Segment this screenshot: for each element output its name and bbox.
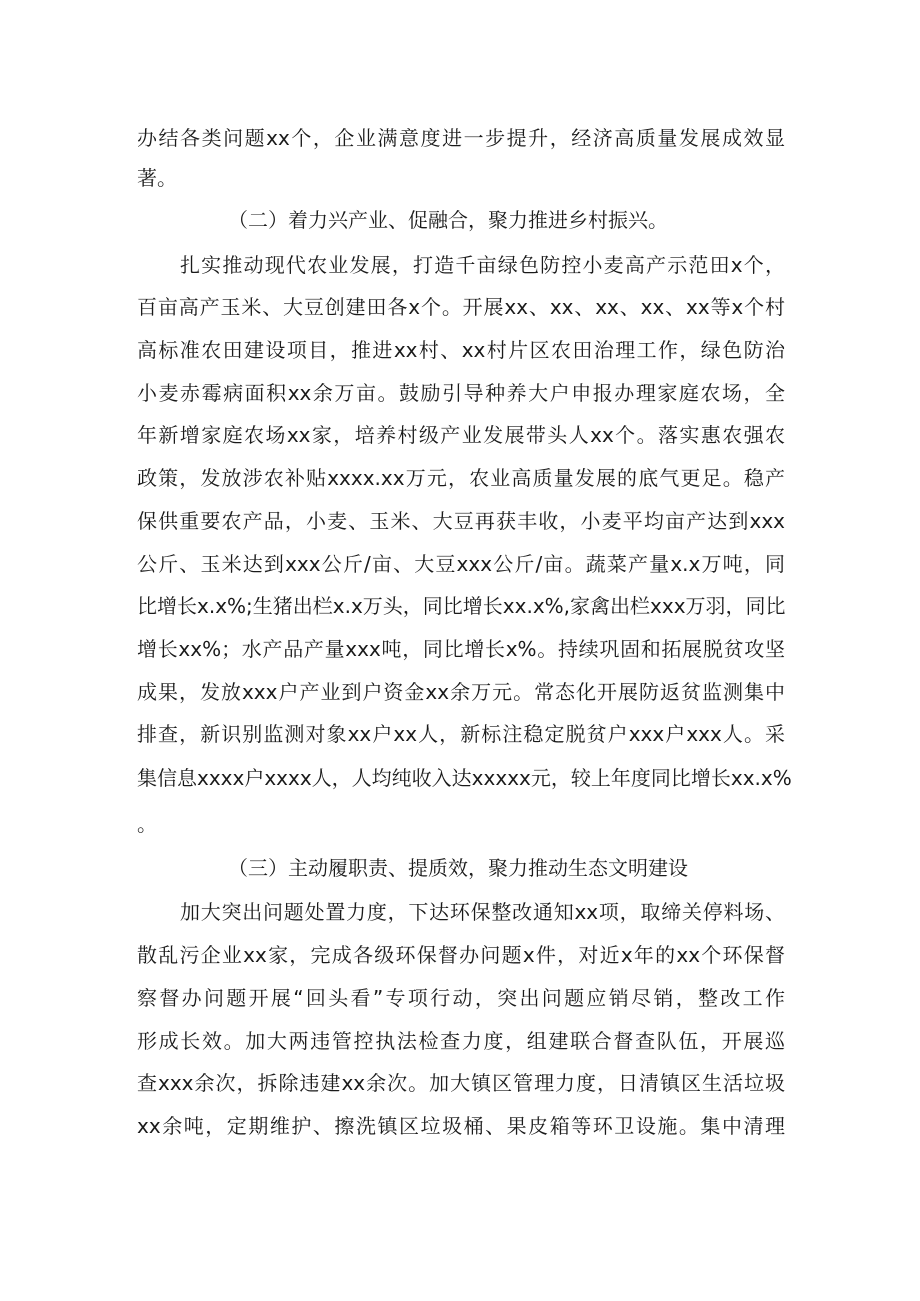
paragraph-line: 办结各类问题xx个，企业满意度进一步提升，经济高质量发展成效显 [137, 126, 785, 150]
paragraph-line: 加大突出问题处置力度，下达环保整改通知xx项，取缔关停料场、 [180, 900, 785, 924]
paragraph-line: 著。 [137, 166, 177, 190]
paragraph-line: xx余吨，定期维护、擦洗镇区垃圾桶、果皮箱等环卫设施。集中清理 [137, 1114, 785, 1138]
paragraph-line: 比增长x.x%;生猪出栏x.x万头，同比增长xx.x%,家禽出栏xxx万羽，同比 [137, 594, 786, 618]
paragraph-line: 查xxx余次，拆除违建xx余次。加大镇区管理力度，日清镇区生活垃圾 [137, 1071, 785, 1095]
paragraph-line: 形成长效。加大两违管控执法检查力度，组建联合督查队伍，开展巡 [137, 1029, 785, 1053]
paragraph-line: 公斤、玉米达到xxx公斤/亩、大豆xxx公斤/亩。蔬菜产量x.x万吨，同 [137, 552, 785, 576]
paragraph-line: 扎实推动现代农业发展，打造千亩绿色防控小麦高产示范田x个， [180, 253, 785, 277]
paragraph-line: 百亩高产玉米、大豆创建田各x个。开展xx、xx、xx、xx、xx等x个村 [137, 295, 785, 319]
section-heading-3: （三）主动履职责、提质效，聚力推动生态文明建设 [228, 856, 688, 880]
paragraph-line: 排查，新识别监测对象xx户xx人，新标注稳定脱贫户xxx户xxx人。采 [137, 722, 785, 746]
paragraph-line: 保供重要农产品，小麦、玉米、大豆再获丰收，小麦平均亩产达到xxx [137, 509, 785, 533]
paragraph-line: 高标准农田建设项目，推进xx村、xx村片区农田治理工作，绿色防治 [137, 338, 785, 362]
paragraph-line: 。 [137, 812, 157, 836]
paragraph-line: 年新增家庭农场xx家，培养村级产业发展带头人xx个。落实惠农强农 [137, 423, 785, 447]
paragraph-line: 集信息xxxx户xxxx人，人均纯收入达xxxxx元，较上年度同比增长xx.x% [137, 766, 792, 790]
section-heading-2: （二）着力兴产业、促融合，聚力推进乡村振兴。 [228, 208, 668, 232]
paragraph-line: 成果，发放xxx户产业到户资金xx余万元。常态化开展防返贫监测集中 [137, 680, 785, 704]
paragraph-line: 察督办问题开展“回头看”专项行动，突出问题应销尽销，整改工作 [137, 986, 785, 1010]
paragraph-line: 增长xx%；水产品产量xxx吨，同比增长x%。持续巩固和拓展脱贫攻坚 [137, 637, 785, 661]
paragraph-line: 散乱污企业xx家，完成各级环保督办问题x件，对近x年的xx个环保督 [137, 943, 785, 967]
paragraph-line: 政策，发放涉农补贴xxxx.xx万元，农业高质量发展的底气更足。稳产 [137, 466, 785, 490]
paragraph-line: 小麦赤霉病面积xx余万亩。鼓励引导种养大户申报办理家庭农场，全 [137, 381, 785, 405]
